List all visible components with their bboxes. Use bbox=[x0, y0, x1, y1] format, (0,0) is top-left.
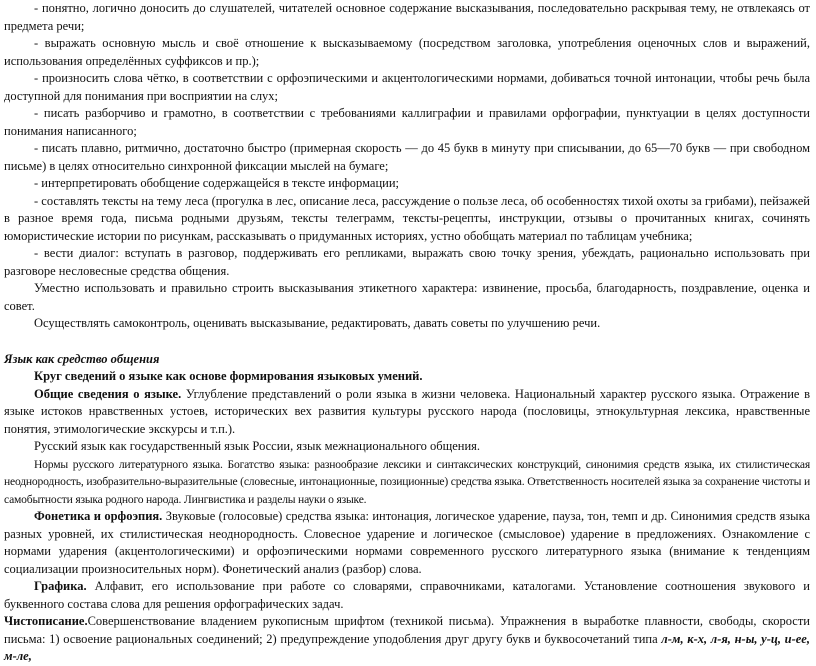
penmanship-paragraph bbox=[4, 613, 810, 666]
graphics-text: Алфавит, его использование при работе со словарями, справочниками, каталогами. Установление соотношения звукового и буквенного состава слова для решения орфографических задач. bbox=[4, 579, 810, 611]
skill-item-1: - понятно, логично доносить до слушателей, читателей основное содержание высказывания, последовательно раскрывая тему, не отвлекаясь от предмета речи; bbox=[4, 1, 810, 33]
skill-item-3: - произносить слова чётко, в соответствии с орфоэпическими и акцентологическими нормами, добиваться точной интонации, чтобы речь была доступной для понимания при восприятии на слух; bbox=[4, 71, 810, 103]
general-info-paragraph bbox=[4, 386, 810, 439]
phonetics-text: Звуковые (голосовые) средства языка: интонация, логическое ударение, пауза, тон, темп и др. Синонимия средств языка разных уровней, их стилистическая неоднородность. Словесное ударение и логическое (смысловое) ударение в предложениях. Ознакомление с нормами ударения (акцентологическими) и орфоэпическими нормами современного русского литературного языка (внимание к тенденциям социализации произносительных норм). Фонетический анализ (разбор) слова. bbox=[4, 509, 810, 576]
phonetics-paragraph bbox=[4, 508, 810, 578]
skill-item-2: - выражать основную мысль и своё отношение к высказываемому (посредством заголовка, употребления оценочных слов и выражений, использования определённых суффиксов и пр.); bbox=[4, 36, 810, 68]
skill-item-8: - вести диалог: вступать в разговор, поддерживать его репликами, выражать свою точку зрения, убеждать, рационально использовать при разговоре несловесные средства общения. bbox=[4, 246, 810, 278]
norms-paragraph: Нормы русского литературного языка. Богатство языка: разнообразие лексики и синтаксических конструкций, синонимия средств языка, их стилистическая неоднородность, изобразительно-выразительные (словесные, интонационные, позиционные) средства языка. Ответственность носителей языка за сохранение чистоты и самобытности языка родного народа. Лингвистика и разделы науки о языке. bbox=[4, 457, 810, 506]
general-info-label: Общие сведения о языке. bbox=[34, 386, 182, 401]
section-title: Язык как средство общения bbox=[4, 351, 160, 366]
etiquette-paragraph: Уместно использовать и правильно строить высказывания этикетного характера: извинение, просьба, благодарность, поздравление, оценка и совет. bbox=[4, 281, 810, 313]
skill-item-4: - писать разборчиво и грамотно, в соответствии с требованиями каллиграфии и правилами орфографии, пунктуации в целях доступности понимания написанного; bbox=[4, 106, 810, 138]
state-language-paragraph: Русский язык как государственный язык России, язык межнационального общения. bbox=[34, 439, 481, 453]
self-control-paragraph: Осуществлять самоконтроль, оценивать высказывание, редактировать, давать советы по улучшению речи. bbox=[34, 316, 601, 330]
skill-item-7: - составлять тексты на тему леса (прогулка в лес, описание леса, рассуждение о пользе леса, об особенностях тихой охоты за грибами), пейзажей в разное время года, письма родными друзьям, тексты телеграмм, тексты-рецепты, инструкции, отзывы о прочитанных книгах, сочинять юмористические истории по рисункам, рассказывать о придуманных историях, устно обобщать материал по таблицам учебника; bbox=[4, 193, 810, 243]
subheading: Круг сведений о языке как основе формирования языковых умений. bbox=[34, 369, 423, 383]
spacer bbox=[4, 333, 810, 351]
letter-pairs: л-м, к-х, л-я, н-ы, у-ц, и-ее, м-ле, bbox=[4, 631, 810, 663]
penmanship-label: Чистописание. bbox=[4, 614, 88, 628]
general-info-text: Углубление представлений о роли языка в жизни человека. Национальный характер русского языка. Отражение в языке истоков нравственных устоев, исторических вех развития культуры русского народа (пословицы, этнокультурная лексика, нравственные понятия, этимологические экскурсы и т.п.). bbox=[4, 386, 810, 436]
skill-item-5: - писать плавно, ритмично, достаточно быстро (примерная скорость — до 45 букв в минуту при списывании, до 65—70 букв — при свободном письме) в целях относительно синхронной фиксации мыслей на бумаге; bbox=[4, 141, 810, 173]
penmanship-text: Совершенствование владением рукописным шрифтом (техникой письма). Упражнения в выработке плавности, свободы, скорости письма: 1) освоение рациональных соединений; 2) предупреждение уподобления друг другу букв и буквосочетаний типа bbox=[4, 614, 810, 646]
graphics-paragraph bbox=[4, 578, 810, 613]
phonetics-label: Фонетика и орфоэпия. bbox=[34, 509, 163, 523]
skill-item-6: - интерпретировать обобщение содержащейся в тексте информации; bbox=[34, 176, 400, 190]
graphics-label: Графика. bbox=[34, 579, 87, 593]
